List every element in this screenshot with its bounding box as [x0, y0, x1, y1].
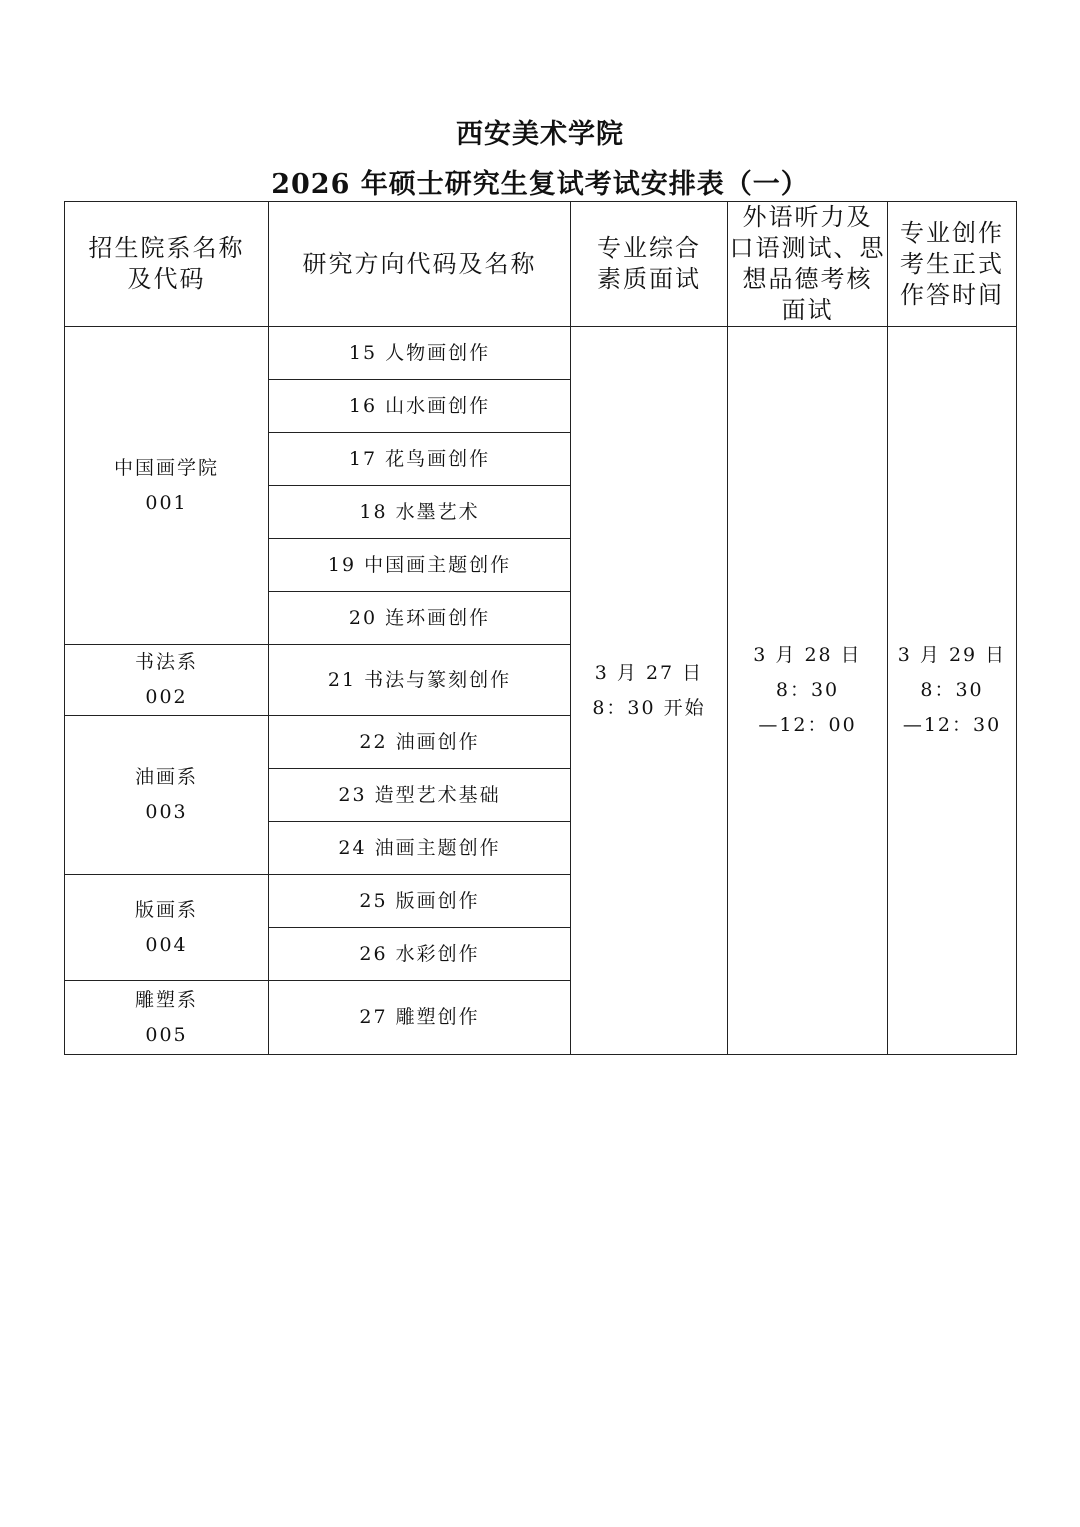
major-cell: 20 连环画创作 — [269, 592, 571, 645]
header-creation-time: 专业创作 考生正式 作答时间 — [888, 202, 1017, 327]
header-language-test: 外语听力及 口语测试、思 想品德考核 面试 — [728, 202, 888, 327]
department-cell: 中国画学院 001 — [65, 327, 269, 645]
major-cell: 17 花鸟画创作 — [269, 433, 571, 486]
major-cell: 15 人物画创作 — [269, 327, 571, 380]
table-row — [65, 327, 1017, 380]
header-department: 招生院系名称 及代码 — [65, 202, 269, 327]
department-cell: 书法系 002 — [65, 645, 269, 716]
major-cell: 25 版画创作 — [269, 875, 571, 928]
major-cell: 16 山水画创作 — [269, 380, 571, 433]
major-cell: 26 水彩创作 — [269, 928, 571, 981]
header-major: 研究方向代码及名称 — [269, 202, 571, 327]
schedule-table — [64, 201, 1017, 1055]
language-test-time-cell: 3 月 28 日 8：30 —12：00 — [728, 327, 888, 1055]
major-cell: 21 书法与篆刻创作 — [269, 645, 571, 716]
interview-time-cell: 3 月 27 日 8：30 开始 — [571, 327, 728, 1055]
department-cell: 油画系 003 — [65, 716, 269, 875]
department-cell: 版画系 004 — [65, 875, 269, 981]
major-cell: 22 油画创作 — [269, 716, 571, 769]
department-cell: 雕塑系 005 — [65, 981, 269, 1055]
major-cell: 27 雕塑创作 — [269, 981, 571, 1055]
header-interview: 专业综合 素质面试 — [571, 202, 728, 327]
major-cell: 23 造型艺术基础 — [269, 769, 571, 822]
schedule-title: 2026 年硕士研究生复试考试安排表（一） — [271, 169, 809, 200]
institution-title: 西安美术学院 — [456, 119, 624, 150]
major-cell: 19 中国画主题创作 — [269, 539, 571, 592]
major-cell: 24 油画主题创作 — [269, 822, 571, 875]
major-cell: 18 水墨艺术 — [269, 486, 571, 539]
header-row — [65, 202, 1017, 327]
creation-time-cell: 3 月 29 日 8：30 —12：30 — [888, 327, 1017, 1055]
